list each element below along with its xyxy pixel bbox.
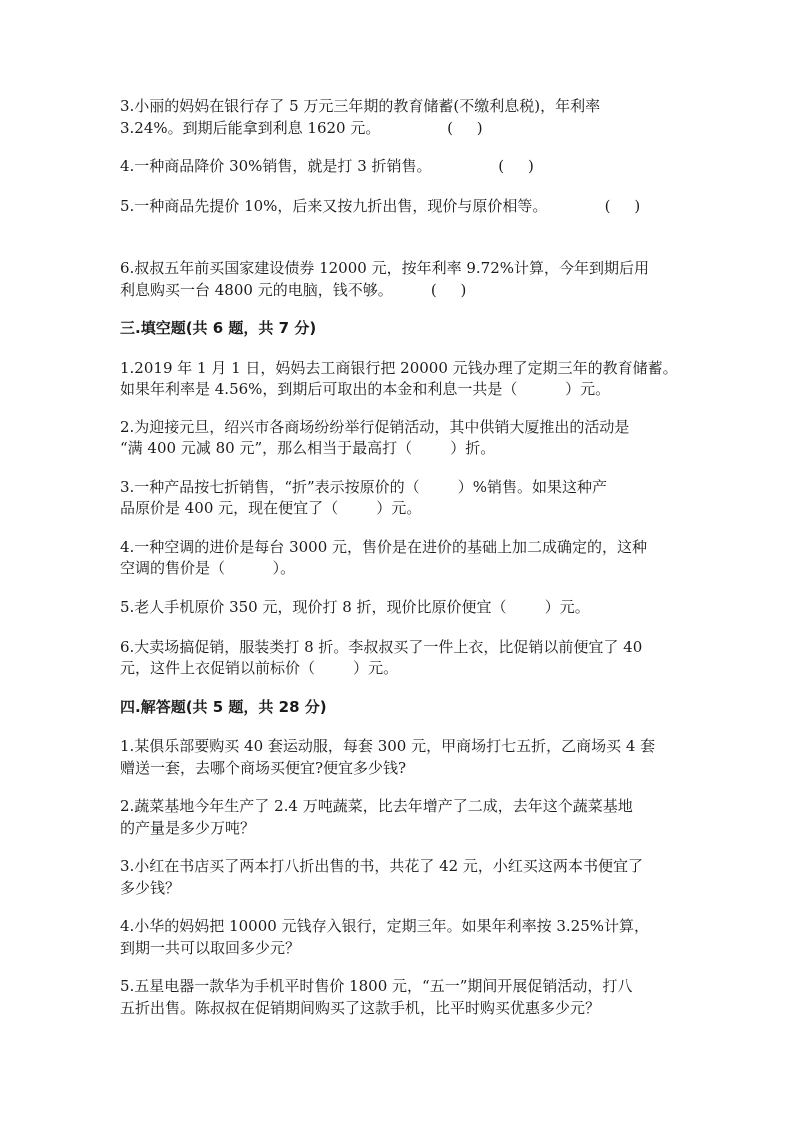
fill-q4-line1: 4.一种空调的进价是每台 3000 元，售价是在进价的基础上加二成确定的，这种 (120, 538, 648, 556)
solve-q4-line2: 到期一共可以取回多少元？ (120, 939, 301, 957)
solve-q5-line2: 五折出售。陈叔叔在促销期间购买了这款手机，比平时购买优惠多少元？ (120, 999, 601, 1017)
fill-q1-line1: 1.2019 年 1 月 1 日，妈妈去工商银行把 20000 元钱办理了定期三年的教育储蓄。 (120, 359, 678, 377)
fill-q3-line1: 3.一种产品按七折销售，“折”表示按原价的（ ）%销售。如果这种产 (120, 478, 608, 496)
solve-q1-line2: 赠送一套，去哪个商场买便宜?便宜多少钱? (120, 759, 407, 777)
judge-q3-line2: 3.24%。到期后能拿到利息 1620 元。 ( ) (120, 119, 483, 137)
fill-q2-line2: “满 400 元减 80 元”，那么相当于最高打（ ）折。 (120, 439, 496, 457)
fill-q4-line2: 空调的售价是（ ）。 (120, 559, 296, 577)
fill-q6-line1: 6.大卖场搞促销，服装类打 8 折。李叔叔买了一件上衣，比促销以前便宜了 40 (120, 638, 643, 656)
solve-section-title: 四.解答题(共 5 题，共 28 分) (120, 698, 327, 716)
judge-q6-line1: 6.叔叔五年前买国家建设债券 12000 元，按年利率 9.72%计算，今年到期后用 (120, 259, 649, 277)
solve-q5-line1: 5.五星电器一款华为手机平时售价 1800 元，“五一”期间开展促销活动，打八 (120, 977, 633, 995)
fill-q5-line1: 5.老人手机原价 350 元，现价打 8 折，现价比原价便宜（ ）元。 (120, 598, 590, 616)
fill-section-title: 三.填空题(共 6 题，共 7 分) (120, 319, 317, 337)
solve-q2-line1: 2.蔬菜基地今年生产了 2.4 万吨蔬菜，比去年增产了二成，去年这个蔬菜基地 (120, 797, 633, 815)
solve-q3-line1: 3.小红在书店买了两本打八折出售的书，共花了 42 元，小红买这两本书便宜了 (120, 857, 643, 875)
judge-q3-line1: 3.小丽的妈妈在银行存了 5 万元三年期的教育储蓄(不缴利息税)，年利率 (120, 97, 601, 115)
fill-q6-line2: 元，这件上衣促销以前标价（ ）元。 (120, 659, 399, 677)
fill-q1-line2: 如果年利率是 4.56%，到期后可取出的本金和利息一共是（ ）元。 (120, 380, 611, 398)
solve-q1-line1: 1.某俱乐部要购买 40 套运动服，每套 300 元，甲商场打七五折，乙商场买 4 套 (120, 737, 656, 755)
fill-q3-line2: 品原价是 400 元，现在便宜了（ ）元。 (120, 499, 422, 517)
solve-q4-line1: 4.小华的妈妈把 10000 元钱存入银行，定期三年。如果年利率按 3.25%计算， (120, 917, 649, 935)
solve-q2-line2: 的产量是多少万吨？ (120, 819, 256, 837)
solve-q3-line2: 多少钱？ (120, 879, 181, 897)
fill-q2-line1: 2.为迎接元旦，绍兴市各商场纷纷举行促销活动，其中供销大厦推出的活动是 (120, 418, 630, 436)
judge-q5-line1: 5.一种商品先提价 10%，后来又按九折出售，现价与原价相等。 ( ) (120, 197, 641, 215)
judge-q6-line2: 利息购买一台 4800 元的电脑，钱不够。 ( ) (120, 281, 467, 299)
judge-q4-line1: 4.一种商品降价 30%销售，就是打 3 折销售。 ( ) (120, 157, 534, 175)
